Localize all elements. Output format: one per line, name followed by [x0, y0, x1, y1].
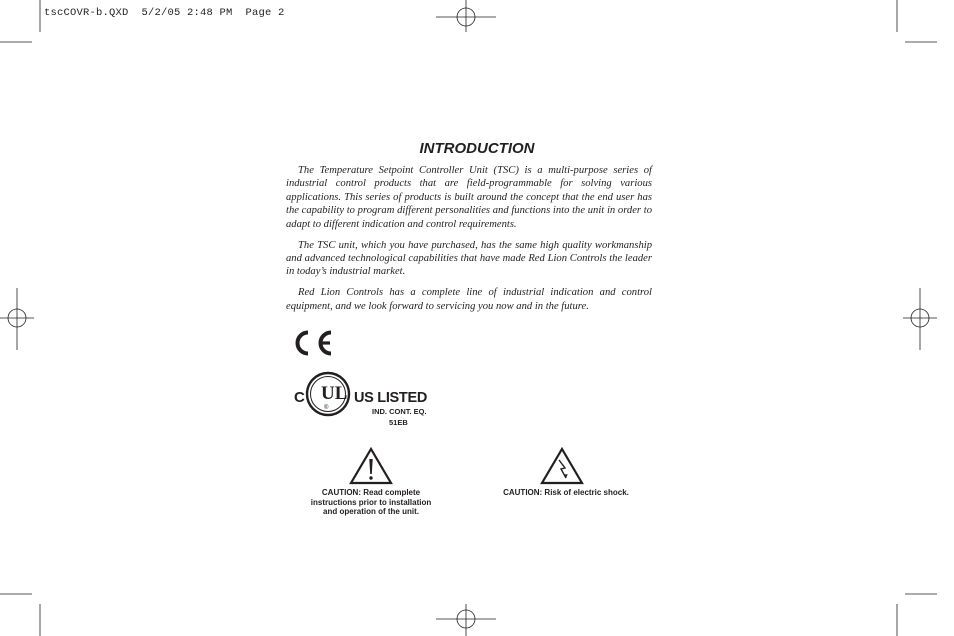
introduction-body	[286, 164, 652, 321]
caption-line: instructions prior to installation	[310, 497, 432, 507]
paragraph: The TSC unit, which you have purchased, has the same high quality workmanship and advanced technological capabilities that have made Red Lion Controls the leader in today’s industrial market.	[286, 239, 652, 278]
ul-category-label: IND. CONT. EQ.	[372, 407, 427, 416]
caption-line: and operation of the unit.	[322, 507, 419, 516]
page-title: INTRODUCTION	[419, 140, 535, 157]
ul-file-code: 51EB	[389, 418, 408, 427]
paragraph: The Temperature Setpoint Controller Unit (TSC) is a multi-purpose series of industrial control products that are field-programmable for solving various applications. This series of products is built around the concept that the end user has the capability to program different personalities and functions into the unit in order to adapt to different indication and control requirements.	[286, 165, 652, 230]
caution-read-instructions	[311, 488, 431, 517]
file-slug: tscCOVR-b.QXD 5/2/05 2:48 PM Page 2	[44, 7, 285, 19]
caption-line: CAUTION: Risk of electric shock.	[503, 488, 629, 497]
exclamation-warning-icon	[349, 447, 393, 485]
paragraph: Red Lion Controls has a complete line of industrial indication and control equipment, and we look forward to servicing you now and in the future.	[286, 287, 652, 312]
registration-mark-bottom	[436, 604, 496, 636]
caution-electric-shock	[503, 488, 629, 498]
ul-letter-u: UL	[321, 383, 348, 404]
registered-symbol: ®	[324, 405, 329, 411]
ul-canada-mark: C	[294, 389, 305, 406]
caption-line: CAUTION: Read complete	[321, 488, 421, 497]
registration-mark-left	[0, 288, 34, 350]
registration-mark-right	[903, 288, 937, 350]
ul-us-listed-label: US LISTED	[354, 390, 428, 406]
electric-shock-warning-icon	[540, 447, 584, 485]
registration-mark-top	[436, 0, 496, 32]
ce-mark-icon	[293, 329, 337, 357]
